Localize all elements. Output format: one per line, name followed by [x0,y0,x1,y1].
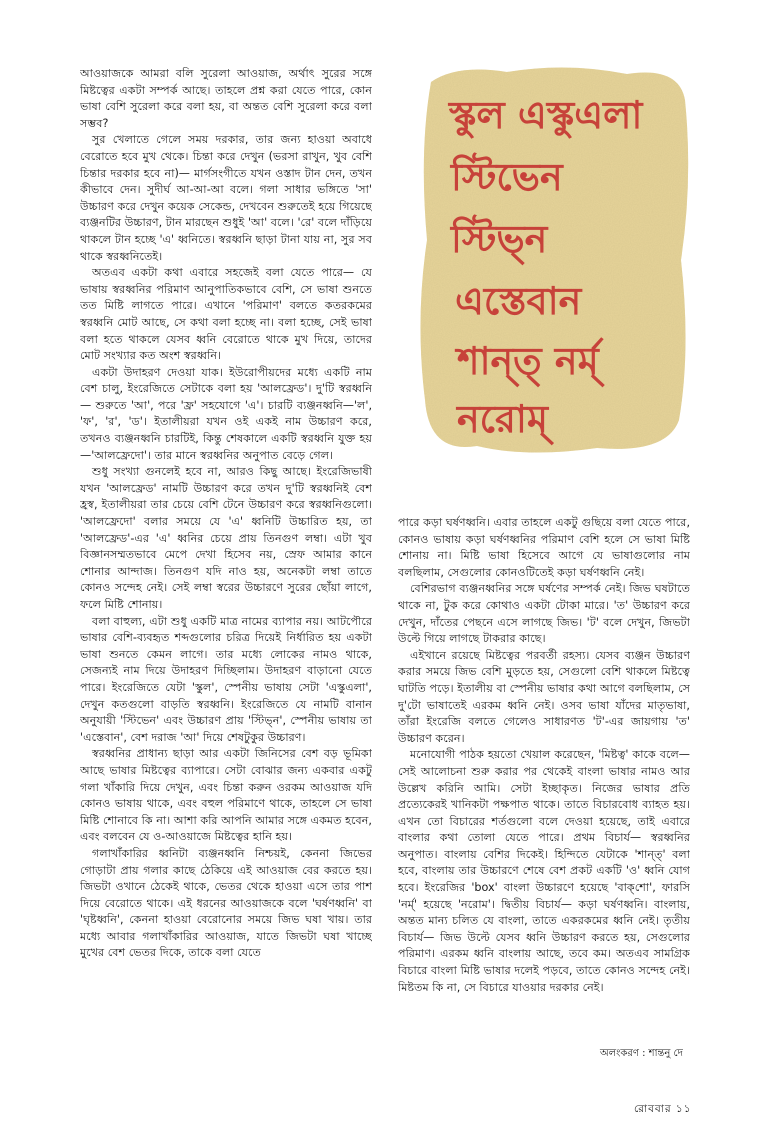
paragraph-9: পারে কড়া ঘর্ষণধ্বনি। এবার তাহলে একটু গুছিয়ে বলা যেতে পারে, কোনও ভাষায় কড়া ঘর্ষণধ্বনির পরিমাণ বেশি হলে সে ভাষা মিষ্টি শোনায় না। মিষ্টি ভাষা হিসেবে আগে যে ভাষাগুলোর নাম বলছিলাম, সেগুলোর কোনওটিতেই কড়া ঘর্ষণধ্বনি নেই। [398,516,690,579]
illustration-line-3: স্টিভ্‌ন [451,216,548,261]
paragraph-5: শুধু সংখ্যা গুনলেই হবে না, আরও কিছু আছে। ইংরেজিভাষী যখন 'আলফ্রেড' নামটি উচ্চারণ করে তখন দু'টি স্বরধ্বনিই বেশ হ্রস্ব, ইতালীয়রা তার চেয়ে বেশি টেনে উচ্চারণ করে স্বরধ্বনিগুলো। 'আলফ্রেদো' বলার সময়ে যে 'এ' ধ্বনিটি উচ্চারিত হয়, তা 'আলফ্রেড'-এর 'এ' ধ্বনির চেয়ে প্রায় তিনগুণ লম্বা। এটা খুব বিজ্ঞানসম্মতভাবে মেপে দেখা হিসেব নয়, স্রেফ আমার কানে শোনার আন্দাজ। তিনগুণ যদি নাও হয়, অনেকটা লম্বা তাতে কোনও সন্দেহ নেই। সেই লম্বা স্বরের উচ্চারণে সুরের ছোঁয়া লাগে, ফলে মিষ্টি শোনায়। [80,465,372,611]
illustration-canvas [417,60,691,458]
illustration-line-5: শান্ত্‌ নর্ম্‌ [457,338,599,383]
paragraph-2: সুর খেলাতে গেলে সময় দরকার, তার জন্য হাওয়া অবাধে বেরোতে হবে মুখ থেকে। চিন্তা করে দেখুন (ভরসা রাখুন, খুব বেশি চিন্তার দরকার হবে না)— মার্গসংগীতে যখন ওস্তাদ টান দেন, তখন কীভাবে দেন। সুদীর্ঘ আ-আ-আ বলে। গলা সাধার ভঙ্গিতে 'সা' উচ্চারণ করে দেখুন কয়েক সেকেন্ড, দেখবেন শুরুতেই হয়ে গিয়েছে ব্যঞ্জনটির উচ্চারণ, টান মারছেন শুধুই 'আ' বলে। 'রে' বলে দাঁড়িয়ে থাকলে টান হচ্ছে 'এ' ধ্বনিতে। স্বরধ্বনি ছাড়া টানা যায় না, সুর সব থাকে স্বরধ্বনিতেই। [80,133,372,263]
paragraph-3: অতএব একটা কথা এবারে সহজেই বলা যেতে পারে— যে ভাষায় স্বরধ্বনির পরিমাণ আনুপাতিকভাবে বেশি, সে ভাষা শুনতে তত মিষ্টি লাগতে পারে। এখানে 'পরিমাণ' বলতে কতরকমের স্বরধ্বনি মোট আছে, সে কথা বলা হচ্ছে না। বলা হচ্ছে, সেই ভাষা বলা হতে থাকলে যেসব ধ্বনি বেরোতে থাকে মুখ দিয়ে, তাদের মোট সংখ্যার কত অংশ স্বরধ্বনি। [80,266,372,363]
illustration-line-2: স্টিভেন [451,154,563,199]
illustration-line-1: স্কুল এস্কুএলা [449,92,643,137]
paragraph-8: গলাখাঁকারির ধ্বনিটা ব্যঞ্জনধ্বনি নিশ্চয়ই, কেননা জিভের গোড়াটা প্রায় গলার কাছে ঠেকিয়ে এই আওয়াজ বের করতে হয়। জিভটা ওখানে ঠেকেই থাকে, ভেতর থেকে হাওয়া এসে তার পাশ দিয়ে বেরোতে থাকে। এই ধরনের আওয়াজকে বলে 'ঘর্ষণধ্বনি' বা 'ঘৃষ্টধ্বনি', কেননা হাওয়া বেরোনোর সময়ে জিভ ঘষা খায়। তার মধ্যে আবার গলাখাঁকারির আওয়াজ, যাতে জিভটা ঘষা খাচ্ছে মুখের বেশ ভেতর দিকে, তাকে বলা যেতে [80,846,372,960]
illustration-line-4: এস্তেবান [455,278,582,323]
page-footer: রোববার ১১ [634,1103,692,1115]
article-right-column [398,515,690,1060]
paragraph-10: বেশিরভাগ ব্যঞ্জনধ্বনির সঙ্গে ঘর্ষণের সম্পর্ক নেই। জিভ ঘষটাতে থাকে না, টুক করে কোথাও একটা টোকা মারে। 'ত' উচ্চারণ করে দেখুন, দাঁতের পেছনে এসে লাগছে জিভ। 'ট' বলে দেখুন, জিভটা উল্টে গিয়ে লাগছে টাকরার কাছে। [398,582,690,646]
paragraph-1: আওয়াজকে আমরা বলি সুরেলা আওয়াজ, অর্থাৎ সুরের সঙ্গে মিষ্টত্বের একটা সম্পর্ক আছে। তাহলে প্রশ্ন করা যেতে পারে, কোন ভাষা বেশি সুরেলা করে বলা হয়, বা অন্তত বেশি সুরেলা করে বলা সম্ভব? [80,67,372,130]
paragraph-4: একটা উদাহরণ দেওয়া যাক। ইউরোপীয়দের মধ্যে একটি নাম বেশ চালু, ইংরেজিতে সেটাকে বলা হয় 'আলফ্রেড'। দু'টি স্বরধ্বনি— শুরুতে 'আ', পরে 'ফ্র' সহযোগে 'এ'। চারটি ব্যঞ্জনধ্বনি—'ল', 'ফ', 'র', 'ড'। ইতালীয়রা যখন ওই একই নাম উচ্চারণ করে, তখনও ব্যঞ্জনধ্বনি চারটিই, কিন্তু শেষকালে একটি স্বরধ্বনি যুক্ত হয়—'আলফ্রেদো'। তার মানে স্বরধ্বনির অনুপাত বেড়ে গেল। [80,365,372,462]
illustration-credit: অলংকরণ : শান্তনু দে [600,1048,683,1059]
calligraphy-illustration [417,60,691,458]
paragraph-12: মনোযোগী পাঠক হয়তো খেয়াল করেছেন, 'মিষ্টত্ব' কাকে বলে— সেই আলোচনা শুরু করার পর থেকেই বাংলা ভাষার নামও আর উল্লেখ করিনি আমি। সেটা ইচ্ছাকৃত। নিজের ভাষার প্রতি প্রত্যেকেরই খানিকটা পক্ষপাত থাকে। তাতে বিচারবোধ ব্যাহত হয়। এখন তো বিচারের শর্তগুলো বলে দেওয়া হয়েছে, তাই এবারে বাংলার কথা তোলা যেতে পারে। প্রথম বিচার্য— স্বরধ্বনির অনুপাত। বাংলায় বেশির দিকেই। হিন্দিতে যেটাকে 'শান্ত্‌' বলা হবে, বাংলায় তার উচ্চারণে শেষে বেশ প্রকট একটি 'ও' ধ্বনি যোগ হবে। ইংরেজির 'box' বাংলা উচ্চারণে হয়েছে 'বাক্‌শো', ফারসি 'নর্ম্‌' হয়েছে 'নরোম'। দ্বিতীয় বিচার্য— কড়া ঘর্ষণধ্বনি। বাংলায়, অন্তত মান্য চলিত যে বাংলা, তাতে একরকমের ধ্বনি নেই। তৃতীয় বিচার্য— জিভ উল্টে যেসব ধ্বনি উচ্চারণ করতে হয়, সেগুলোর পরিমাণ। এরকম ধ্বনি বাংলায় আছে, তবে কম। অতএব সামগ্রিক বিচারে বাংলা মিষ্টি ভাষার দলেই পড়বে, তাতে কোনও সন্দেহ নেই। মিষ্টতম কি না, সে বিচারে যাওয়ার দরকার নেই। [398,748,690,994]
paragraph-6: বলা বাহুল্য, এটা শুধু একটি মাত্র নামের ব্যাপার নয়। আটপৌরে ভাষার বেশি-ব্যবহৃত শব্দগুলোর চরিত্র দিয়েই নির্ধারিত হয় একটা ভাষা শুনতে কেমন লাগে। তার মধ্যে লোকের নামও থাকে, সেজন্যই নাম দিয়ে উদাহরণ দিচ্ছিলাম। উদাহরণ বাড়ানো যেতে পারে। ইংরেজিতে যেটা 'স্কুল', স্পেনীয় ভাষায় সেটা 'এস্কুএলা', দেখুন কতগুলো বাড়তি স্বরধ্বনি। ইংরেজিতে যে নামটি বানান অনুযায়ী 'স্টিভেন' এবং উচ্চারণ প্রায় 'স্টিভ্‌ন', স্পেনীয় ভাষায় তা 'এস্তেবান', বেশ দরাজ 'আ' দিয়ে শেষটুকুর উচ্চারণ। [80,614,372,744]
article-left-column [80,66,372,1086]
paragraph-7: স্বরধ্বনির প্রাধান্য ছাড়া আর একটা জিনিসের বেশ বড় ভূমিকা আছে ভাষার মিষ্টত্বের ব্যাপারে। সেটা বোঝার জন্য একবার একটু গলা খাঁকারি দিয়ে দেখুন, এবং চিন্তা করুন ওরকম আওয়াজ যদি কোনও ভাষায় থাকে, এবং বহুল পরিমাণে থাকে, তাহলে সে ভাষা মিষ্টি শোনাবে কি না। আশা করি আপনি আমার সঙ্গে একমত হবেন, এবং বলবেন যে ও-আওয়াজে মিষ্টত্বের হানি হয়। [80,747,372,844]
paragraph-11: এইখানে রয়েছে মিষ্টত্বের পরবর্তী রহস্য। যেসব ব্যঞ্জন উচ্চারণ করার সময়ে জিভ বেশি মুড়তে হয়, সেগুলো বেশি থাকলে মিষ্টত্বে ঘাটতি পড়ে। ইতালীয় বা স্পেনীয় ভাষার কথা আগে বলছিলাম, সে দু'টো ভাষাতেই এরকম ধ্বনি নেই। ওসব ভাষা যাঁদের মাতৃভাষা, তাঁরা ইংরেজি বলতে গেলেও সাধারণত 'ট'-এর জায়গায় 'ত' উচ্চারণ করেন। [398,648,690,745]
illustration-line-6: নরোম্‌ [457,396,548,441]
